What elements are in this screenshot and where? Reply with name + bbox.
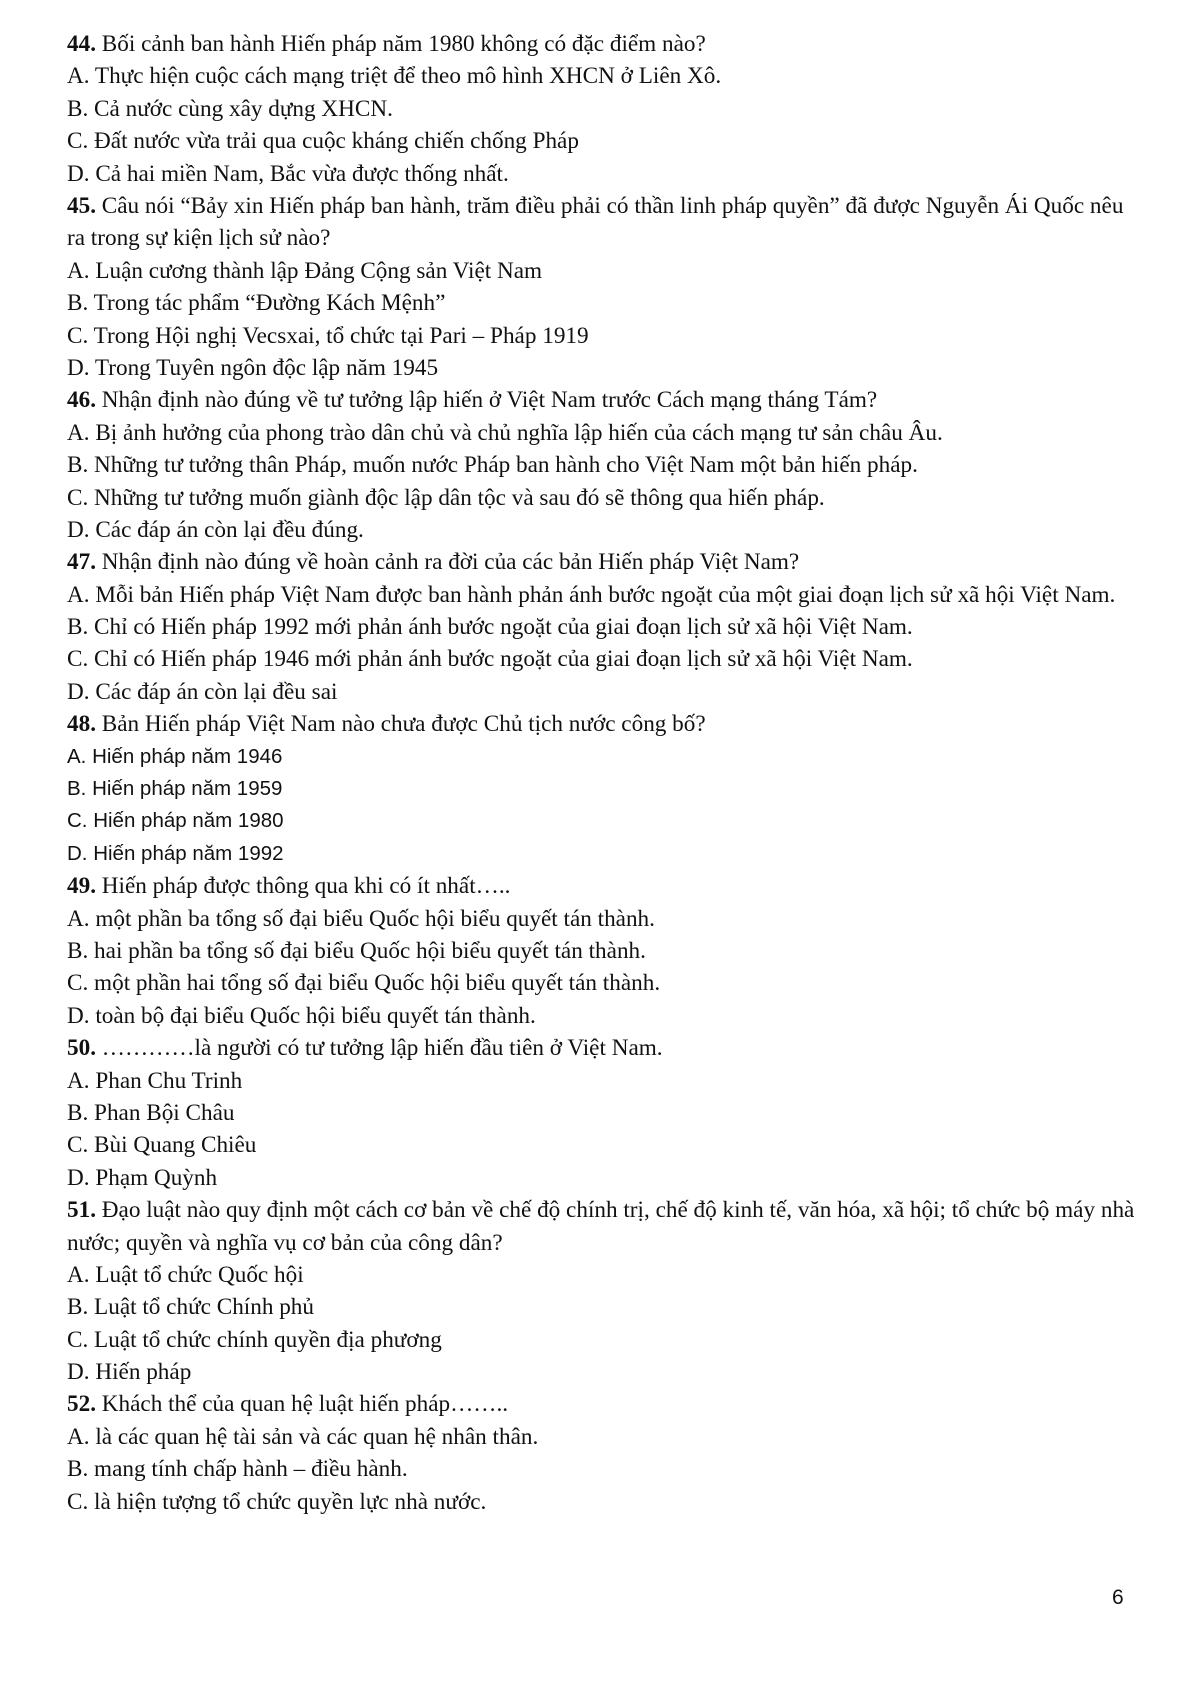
option-45d: D. Trong Tuyên ngôn độc lập năm 1945: [67, 354, 439, 381]
option-47d: D. Các đáp án còn lại đều sai: [67, 678, 338, 705]
question-text: Khách thể của quan hệ luật hiến pháp……..: [95, 1391, 509, 1418]
document-page: [67, 28, 1147, 1518]
question-47: [67, 546, 1147, 578]
option-48b: B. Hiến pháp năm 1959: [67, 777, 283, 801]
question-48: [67, 708, 1147, 740]
question-49: [67, 870, 1147, 902]
option-52c: C. là hiện tượng tổ chức quyền lực nhà nước.: [67, 1488, 487, 1515]
option-47b: B. Chỉ có Hiến pháp 1992 mới phản ánh bước ngoặt của giai đoạn lịch sử xã hội Việt Nam.: [67, 614, 913, 641]
question-52: [67, 1388, 1147, 1420]
option-47a: A. Mỗi bản Hiến pháp Việt Nam được ban hành phản ánh bước ngoặt của một giai đoạn lịch sử xã hội Việt Nam.: [67, 581, 1116, 608]
question-text: Nhận định nào đúng về hoàn cảnh ra đời của các bản Hiến pháp Việt Nam?: [95, 549, 800, 576]
page-number: 6: [1112, 1586, 1124, 1609]
option-46b: B. Những tư tưởng thân Pháp, muốn nước Pháp ban hành cho Việt Nam một bản hiến pháp.: [67, 452, 918, 479]
question-number: 51.: [67, 1197, 96, 1224]
question-number: 49.: [67, 873, 96, 900]
option-51b: B. Luật tổ chức Chính phủ: [67, 1294, 314, 1321]
question-text: Câu nói “Bảy xin Hiến pháp ban hành, trăm điều phải có thần linh pháp quyền” đã được Nguyễn Ái Quốc nêu ra trong sự kiện lịch sử nào?: [67, 192, 1124, 252]
option-49d: D. toàn bộ đại biểu Quốc hội biểu quyết tán thành.: [67, 1002, 536, 1029]
option-50b: B. Phan Bội Châu: [67, 1099, 235, 1126]
option-48d: D. Hiến pháp năm 1992: [67, 841, 284, 865]
question-text: Bối cảnh ban hành Hiến pháp năm 1980 không có đặc điểm nào?: [95, 31, 706, 57]
option-50d: D. Phạm Quỳnh: [67, 1164, 218, 1191]
option-51d: D. Hiến pháp: [67, 1359, 192, 1386]
option-52a: A. là các quan hệ tài sản và các quan hệ nhân thân.: [67, 1423, 539, 1450]
option-44c: C. Đất nước vừa trải qua cuộc kháng chiến chống Pháp: [67, 128, 579, 155]
question-45: [67, 190, 1147, 255]
option-49c: C. một phần hai tổng số đại biểu Quốc hội biểu quyết tán thành.: [67, 970, 661, 997]
question-number: 45.: [67, 192, 96, 219]
option-52b: B. mang tính chấp hành – điều hành.: [67, 1456, 408, 1483]
option-49a: A. một phần ba tổng số đại biểu Quốc hội biểu quyết tán thành.: [67, 905, 655, 932]
option-44a: A. Thực hiện cuộc cách mạng triệt để theo mô hình XHCN ở Liên Xô.: [67, 63, 722, 90]
question-44: [67, 28, 1147, 60]
option-45c: C. Trong Hội nghị Vecsxai, tổ chức tại Pari – Pháp 1919: [67, 322, 589, 349]
question-text: Nhận định nào đúng về tư tưởng lập hiến ở Việt Nam trước Cách mạng tháng Tám?: [95, 387, 878, 414]
question-number: 47.: [67, 549, 96, 576]
option-48c: C. Hiến pháp năm 1980: [67, 809, 284, 833]
option-50a: A. Phan Chu Trinh: [67, 1067, 243, 1094]
option-51c: C. Luật tổ chức chính quyền địa phương: [67, 1326, 442, 1353]
option-45b: B. Trong tác phẩm “Đường Kách Mệnh”: [67, 290, 446, 317]
option-44b: B. Cả nước cùng xây dựng XHCN.: [67, 95, 393, 122]
option-46a: A. Bị ảnh hưởng của phong trào dân chủ và chủ nghĩa lập hiến của cách mạng tư sản châu Âu.: [67, 419, 943, 446]
question-50: [67, 1032, 1147, 1064]
question-number: 48.: [67, 711, 96, 738]
option-44d: D. Cả hai miền Nam, Bắc vừa được thống nhất.: [67, 160, 509, 187]
option-51a: A. Luật tổ chức Quốc hội: [67, 1261, 304, 1288]
option-46d: D. Các đáp án còn lại đều đúng.: [67, 516, 364, 543]
option-49b: B. hai phần ba tổng số đại biểu Quốc hội biểu quyết tán thành.: [67, 937, 646, 964]
option-48a: A. Hiến pháp năm 1946: [67, 744, 283, 768]
question-51: [67, 1194, 1147, 1259]
question-text: Bản Hiến pháp Việt Nam nào chưa được Chủ tịch nước công bố?: [95, 711, 706, 738]
question-number: 50.: [67, 1035, 96, 1062]
question-number: 46.: [67, 387, 96, 414]
option-46c: C. Những tư tưởng muốn giành độc lập dân tộc và sau đó sẽ thông qua hiến pháp.: [67, 484, 825, 511]
option-47c: C. Chỉ có Hiến pháp 1946 mới phản ánh bước ngoặt của giai đoạn lịch sử xã hội Việt Nam.: [67, 646, 913, 673]
question-46: [67, 384, 1147, 416]
option-45a: A. Luận cương thành lập Đảng Cộng sản Việt Nam: [67, 257, 543, 284]
question-text: Đạo luật nào quy định một cách cơ bản về chế độ chính trị, chế độ kinh tế, văn hóa, xã hội; tổ chức bộ máy nhà nước; quyền và nghĩa vụ cơ bản của công dân?: [67, 1197, 1135, 1256]
question-number: 52.: [67, 1391, 96, 1418]
option-50c: C. Bùi Quang Chiêu: [67, 1132, 257, 1159]
question-text: Hiến pháp được thông qua khi có ít nhất…..: [95, 873, 511, 900]
question-text: …………là người có tư tưởng lập hiến đầu tiên ở Việt Nam.: [95, 1035, 663, 1062]
question-number: 44.: [67, 31, 96, 57]
